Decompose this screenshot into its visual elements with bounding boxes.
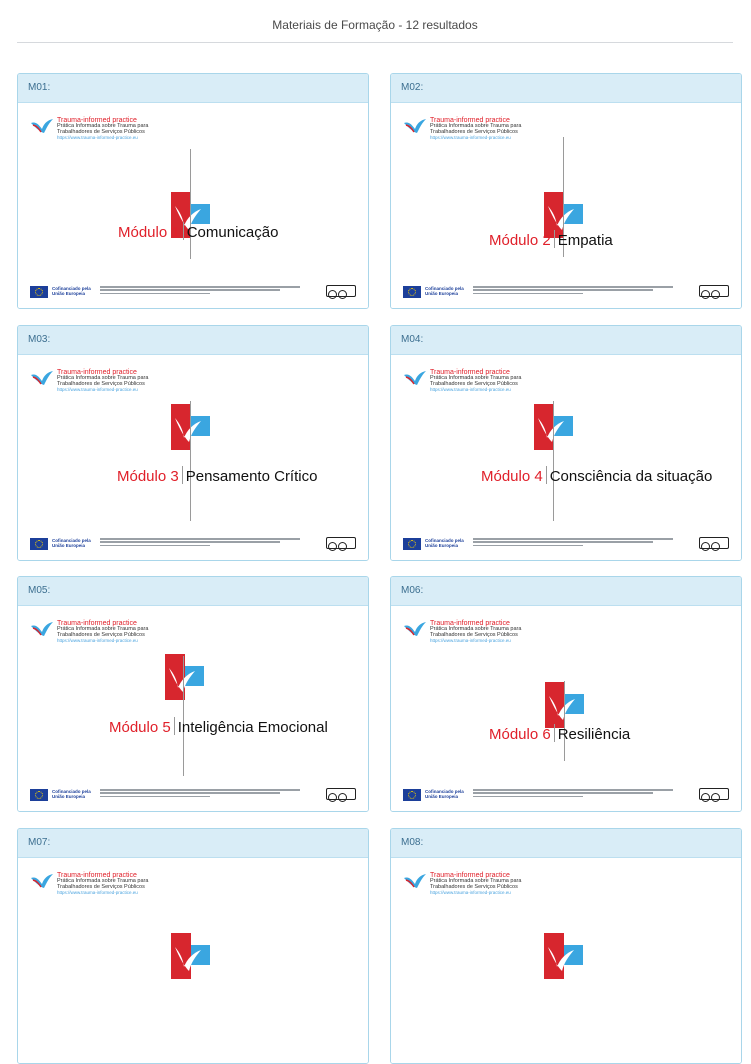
slide-thumbnail[interactable] <box>391 606 741 812</box>
project-logo <box>403 620 521 644</box>
project-title: Trauma-informed practice <box>57 369 137 376</box>
module-number: Módulo 1 <box>118 224 180 241</box>
slide-thumbnail[interactable] <box>391 858 741 1064</box>
module-title <box>118 222 278 241</box>
module-card[interactable] <box>17 325 369 561</box>
eu-flag-icon <box>403 286 421 298</box>
eu-flag-icon <box>30 538 48 550</box>
module-topic: Comunicação <box>186 224 279 241</box>
module-card[interactable] <box>390 73 742 309</box>
project-subtitle-2: Trabalhadores de Serviços Públicos <box>430 381 518 388</box>
module-code: M01: <box>18 74 368 103</box>
module-card[interactable] <box>390 576 742 812</box>
slide-footer <box>30 788 356 802</box>
results-title: Materiais de Formação - 12 resultados <box>272 18 478 32</box>
project-url: https://www.trauma-informed-practice.eu <box>430 889 511 895</box>
module-card[interactable] <box>17 73 369 309</box>
project-subtitle-1: Prática Informada sobre Trauma para <box>430 375 522 382</box>
slide-thumbnail[interactable] <box>18 606 368 812</box>
project-url: https://www.trauma-informed-practice.eu <box>430 637 511 643</box>
slide-footer <box>403 788 729 802</box>
dove-logo-icon <box>403 117 427 137</box>
slide-thumbnail[interactable] <box>391 355 741 561</box>
module-emblem-icon <box>165 654 207 700</box>
eu-funding-label: Cofinanciado pela União Europeia <box>52 538 91 549</box>
module-card[interactable] <box>17 828 369 1064</box>
module-number: Módulo 6 <box>489 726 551 743</box>
project-title: Trauma-informed practice <box>57 620 137 627</box>
slide-thumbnail[interactable] <box>18 103 368 309</box>
dove-logo-icon <box>30 620 54 640</box>
project-title: Trauma-informed practice <box>57 872 137 879</box>
module-title <box>117 466 317 485</box>
module-code: M06: <box>391 577 741 606</box>
dove-logo-icon <box>403 620 427 640</box>
disclaimer-text <box>473 538 673 548</box>
project-logo <box>30 620 148 644</box>
project-title: Trauma-informed practice <box>430 620 510 627</box>
creative-commons-icon <box>326 537 356 549</box>
module-card[interactable] <box>17 576 369 812</box>
project-subtitle-1: Prática Informada sobre Trauma para <box>57 375 149 382</box>
module-code: M02: <box>391 74 741 103</box>
project-subtitle-2: Trabalhadores de Serviços Públicos <box>57 632 145 639</box>
project-subtitle-1: Prática Informada sobre Trauma para <box>430 878 522 885</box>
project-logo <box>403 872 521 896</box>
eu-funding-label: Cofinanciado pela União Europeia <box>425 286 464 297</box>
disclaimer-text <box>100 789 300 799</box>
module-code: M05: <box>18 577 368 606</box>
project-logo <box>403 369 521 393</box>
project-url: https://www.trauma-informed-practice.eu <box>57 134 138 140</box>
results-header <box>17 0 733 43</box>
module-title <box>109 717 328 736</box>
divider-line <box>183 656 184 776</box>
project-logo <box>30 369 148 393</box>
module-title <box>489 230 613 249</box>
module-code: M04: <box>391 326 741 355</box>
module-emblem-icon <box>534 404 576 450</box>
module-number: Módulo 2 <box>489 232 551 249</box>
project-subtitle-1: Prática Informada sobre Trauma para <box>430 123 522 130</box>
creative-commons-icon <box>699 537 729 549</box>
creative-commons-icon <box>699 285 729 297</box>
module-number: Módulo 4 <box>481 468 543 485</box>
project-subtitle-2: Trabalhadores de Serviços Públicos <box>57 129 145 136</box>
project-url: https://www.trauma-informed-practice.eu <box>57 637 138 643</box>
divider-line <box>553 401 554 521</box>
project-subtitle-2: Trabalhadores de Serviços Públicos <box>430 129 518 136</box>
dove-logo-icon <box>403 872 427 892</box>
module-code: M08: <box>391 829 741 858</box>
project-title: Trauma-informed practice <box>57 117 137 124</box>
disclaimer-text <box>473 286 673 296</box>
project-subtitle-2: Trabalhadores de Serviços Públicos <box>57 884 145 891</box>
dove-logo-icon <box>30 117 54 137</box>
module-emblem-icon <box>171 933 213 979</box>
project-logo <box>403 117 521 141</box>
module-title <box>489 724 630 743</box>
module-topic: Inteligência Emocional <box>177 719 328 736</box>
divider-line <box>190 149 191 259</box>
dove-logo-icon <box>30 369 54 389</box>
project-subtitle-1: Prática Informada sobre Trauma para <box>57 123 149 130</box>
module-number: Módulo 3 <box>117 468 179 485</box>
module-topic: Pensamento Crítico <box>185 468 318 485</box>
divider-line <box>564 681 565 761</box>
module-title <box>481 466 712 485</box>
module-emblem-icon <box>171 404 213 450</box>
slide-footer <box>30 537 356 551</box>
project-subtitle-1: Prática Informada sobre Trauma para <box>57 878 149 885</box>
project-title: Trauma-informed practice <box>430 369 510 376</box>
module-card[interactable] <box>390 828 742 1064</box>
eu-funding-label: Cofinanciado pela União Europeia <box>52 789 91 800</box>
module-topic: Empatia <box>557 232 613 249</box>
disclaimer-text <box>100 538 300 548</box>
project-subtitle-2: Trabalhadores de Serviços Públicos <box>430 884 518 891</box>
module-topic: Resiliência <box>557 726 631 743</box>
eu-flag-icon <box>30 286 48 298</box>
project-title: Trauma-informed practice <box>430 872 510 879</box>
dove-logo-icon <box>30 872 54 892</box>
project-subtitle-2: Trabalhadores de Serviços Públicos <box>57 381 145 388</box>
module-topic: Consciência da situação <box>549 468 713 485</box>
slide-thumbnail[interactable] <box>391 103 741 309</box>
slide-footer <box>403 285 729 299</box>
project-logo <box>30 117 148 141</box>
eu-flag-icon <box>403 789 421 801</box>
eu-funding-label: Cofinanciado pela União Europeia <box>425 789 464 800</box>
dove-logo-icon <box>403 369 427 389</box>
project-url: https://www.trauma-informed-practice.eu <box>57 386 138 392</box>
project-title: Trauma-informed practice <box>430 117 510 124</box>
project-url: https://www.trauma-informed-practice.eu <box>430 386 511 392</box>
eu-funding-label: Cofinanciado pela União Europeia <box>52 286 91 297</box>
disclaimer-text <box>100 286 300 296</box>
slide-footer <box>403 537 729 551</box>
eu-funding-label: Cofinanciado pela União Europeia <box>425 538 464 549</box>
module-emblem-icon <box>545 682 587 728</box>
module-code: M03: <box>18 326 368 355</box>
creative-commons-icon <box>699 788 729 800</box>
eu-flag-icon <box>403 538 421 550</box>
divider-line <box>190 401 191 521</box>
eu-flag-icon <box>30 789 48 801</box>
project-url: https://www.trauma-informed-practice.eu <box>430 134 511 140</box>
project-subtitle-1: Prática Informada sobre Trauma para <box>430 626 522 633</box>
module-number: Módulo 5 <box>109 719 171 736</box>
creative-commons-icon <box>326 285 356 297</box>
project-subtitle-2: Trabalhadores de Serviços Públicos <box>430 632 518 639</box>
module-code: M07: <box>18 829 368 858</box>
slide-thumbnail[interactable] <box>18 858 368 1064</box>
module-card[interactable] <box>390 325 742 561</box>
creative-commons-icon <box>326 788 356 800</box>
module-emblem-icon <box>544 933 586 979</box>
project-logo <box>30 872 148 896</box>
slide-thumbnail[interactable] <box>18 355 368 561</box>
disclaimer-text <box>473 789 673 799</box>
project-url: https://www.trauma-informed-practice.eu <box>57 889 138 895</box>
slide-footer <box>30 285 356 299</box>
project-subtitle-1: Prática Informada sobre Trauma para <box>57 626 149 633</box>
